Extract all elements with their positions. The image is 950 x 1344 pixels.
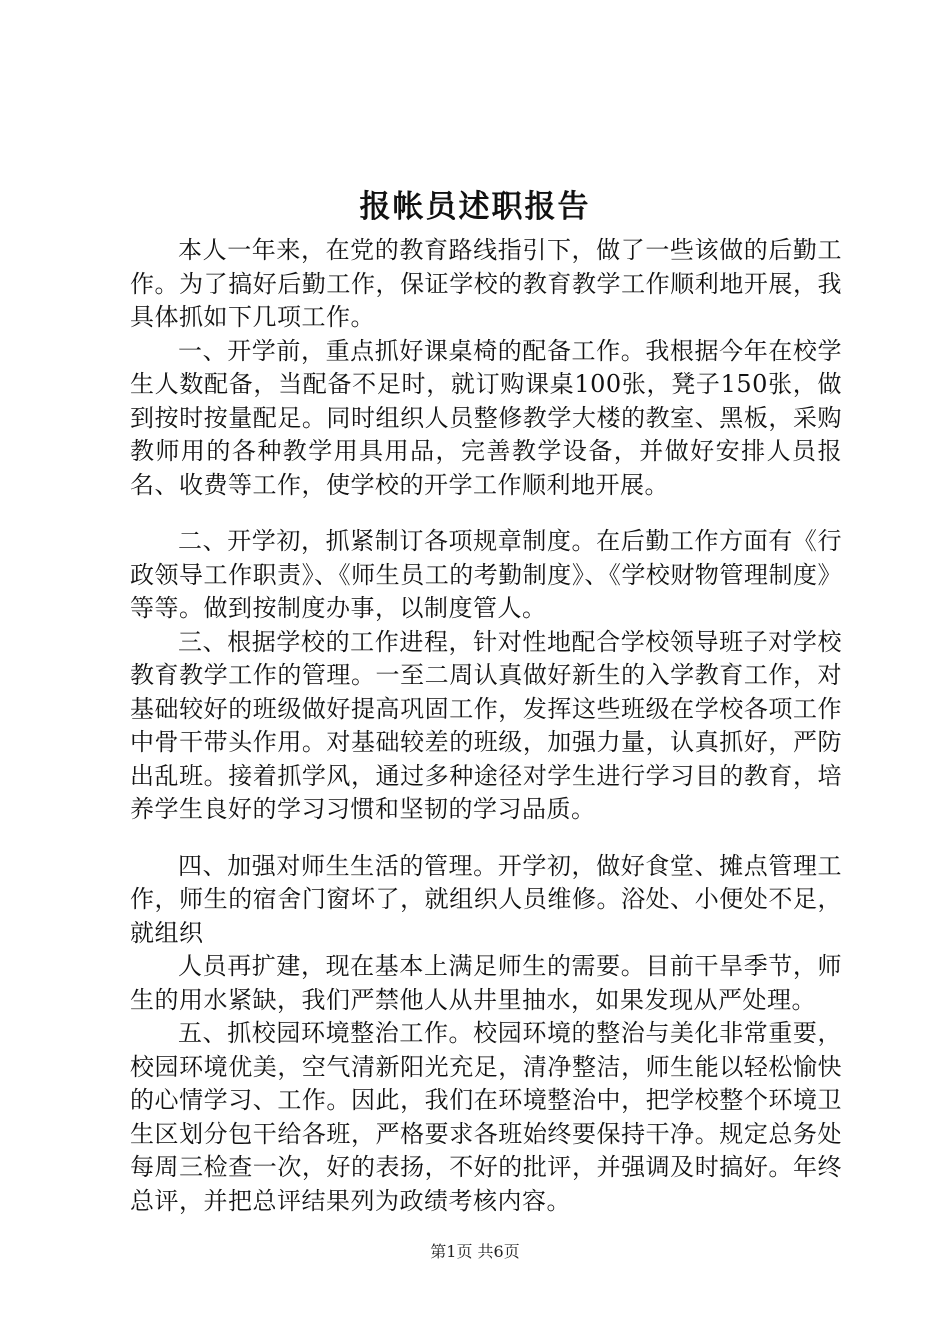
document-body bbox=[130, 234, 842, 1218]
paragraph-intro: 本人一年来，在党的教育路线指引下，做了一些该做的后勤工作。为了搞好后勤工作，保证学校的教育教学工作顺利地开展，我具体抓如下几项工作。 bbox=[130, 236, 842, 331]
paragraph-section-2: 二、开学初，抓紧制订各项规章制度。在后勤工作方面有《行政领导工作职责》、《师生员工的考勤制度》、《学校财物管理制度》等等。做到按制度办事，以制度管人。 bbox=[130, 527, 842, 622]
document-title: 报帐员述职报告 bbox=[359, 189, 591, 225]
paragraph-gap bbox=[130, 502, 842, 525]
paragraph-gap bbox=[130, 827, 842, 850]
paragraph-section-5: 五、抓校园环境整治工作。校园环境的整治与美化非常重要，校园环境优美，空气清新阳光充足，清净整洁，师生能以轻松愉快的心情学习、工作。因此，我们在环境整治中，把学校整个环境卫生区划分包干给各班，严格要求各班始终要保持干净。规定总务处每周三检查一次，好的表扬，不好的批评，并强调及时搞好。年终总评，并把总评结果列为政绩考核内容。 bbox=[130, 1019, 842, 1215]
page-number-footer: 第1页 共6页 bbox=[430, 1242, 520, 1261]
paragraph-section-4-continued: 人员再扩建，现在基本上满足师生的需要。目前干旱季节，师生的用水紧缺，我们严禁他人从井里抽水，如果发现从严处理。 bbox=[130, 952, 842, 1014]
paragraph-section-4: 四、加强对师生生活的管理。开学初，做好食堂、摊点管理工作，师生的宿舍门窗坏了，就组织人员维修。浴处、小便处不足，就组织 bbox=[130, 851, 842, 947]
paragraph-section-1: 一、开学前，重点抓好课桌椅的配备工作。我根据今年在校学生人数配备，当配备不足时，就订购课桌100张，凳子150张，做到按时按量配足。同时组织人员整修教学大楼的教室、黑板，采购教师用的各种教学用具用品，完善教学设备，并做好安排人员报名、收费等工作，使学校的开学工作顺利地开展。 bbox=[130, 336, 842, 499]
paragraph-section-3: 三、根据学校的工作进程，针对性地配合学校领导班子对学校教育教学工作的管理。一至二周认真做好新生的入学教育工作，对基础较好的班级做好提高巩固工作，发挥这些班级在学校各项工作中骨干带头作用。对基础较差的班级，加强力量，认真抓好，严防出乱班。接着抓学风，通过多种途径对学生进行学习目的教育，培养学生良好的学习习惯和坚韧的学习品质。 bbox=[130, 627, 842, 823]
